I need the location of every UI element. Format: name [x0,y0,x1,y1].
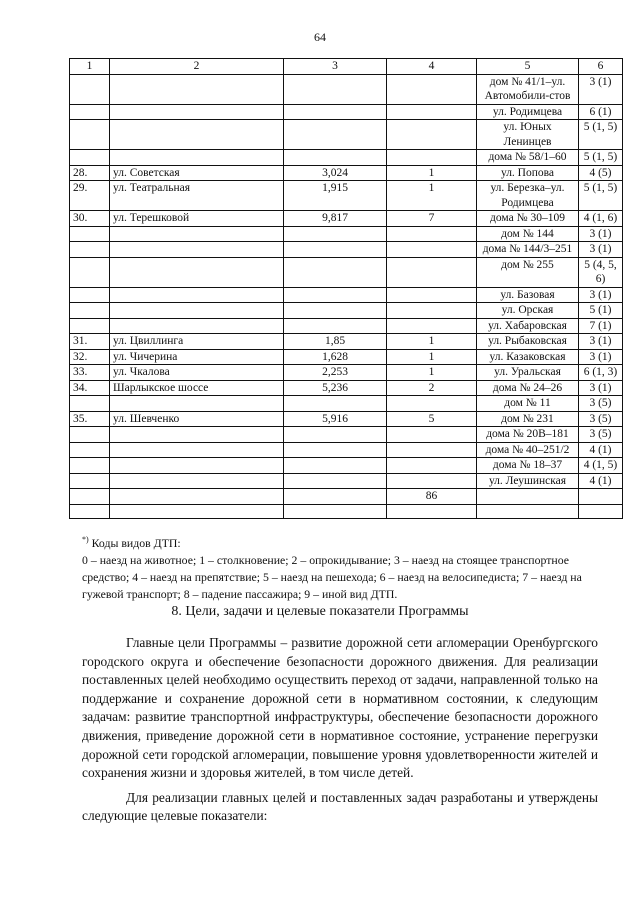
table-row [70,150,623,166]
table-cell-col-3 [284,120,387,150]
table-cell-col-2 [110,287,284,303]
table-cell-col-2: ул. Шевченко [110,411,284,427]
table-cell-col-1 [70,442,110,458]
table-cell-col-4 [387,74,477,104]
table-row [70,411,623,427]
table-row [70,226,623,242]
table-cell-col-3: 2,253 [284,365,387,381]
table-cell-col-2 [110,458,284,474]
table-cell-col-3 [284,104,387,120]
table-cell-col-3 [284,442,387,458]
table-cell-col-3 [284,427,387,443]
table-cell-col-3 [284,473,387,489]
table-cell-empty [284,504,387,518]
table-body [70,74,623,518]
table-cell-col-4: 1 [387,349,477,365]
table-cell-col-5: ул. Уральская [477,365,579,381]
paragraph: Главные цели Программы – развитие дорожной сети агломерации Оренбургского городского округа и обеспечение безопасности дорожного движения. Для реализации поставленных целей необходимо осуществить переход от задачи, направленной только на поддержание и сохранение дорожной сети в нормативном состоянии, к следующим задачам: развитие транспортной инфраструктуры, обеспечение безопасности дорожного движения, приведение дорожной сети в нормативное состояние, устранение перегрузки дорожной сети городской агломерации, повышение уровня удовлетворенности жителей и сохранения жизни и здоровья жителей, в том числе детей. [82,635,598,781]
paragraph: Для реализации главных целей и поставленных задач разработаны и утверждены следующие целевые показатели: [82,789,598,824]
footnote-heading [82,531,597,552]
table-cell-empty [579,504,623,518]
table-cell-col-6: 4 (1) [579,473,623,489]
section-title: 8. Цели, задачи и целевые показатели Программы [171,604,469,619]
table-cell-col-2 [110,257,284,287]
table-cell-col-2: ул. Терешковой [110,211,284,227]
table-row [70,287,623,303]
table-cell-col-3 [284,303,387,319]
table-cell-col-4 [387,150,477,166]
footnote-text: 0 – наезд на животное; 1 – столкновение; 2 – опрокидывание; 3 – наезд на стоящее транспортное средство; 4 – наезд на препятствие; 5 – наезд на пешехода; 6 – наезд на велосипедиста; 7 – наезд на гужевой транспорт; 8 – падение пассажира; 9 – иной вид ДТП. [82,552,582,601]
table-cell-col-6: 4 (1, 5) [579,458,623,474]
table-cell-col-5: дом № 144 [477,226,579,242]
table-cell-col-2 [110,489,284,505]
table-cell-col-4 [387,396,477,412]
table-cell-col-6: 3 (1) [579,349,623,365]
table-cell-col-3 [284,150,387,166]
table-cell-col-6: 5 (1, 5) [579,150,623,166]
table-cell-col-2: ул. Советская [110,165,284,181]
table-cell-col-5: дом № 11 [477,396,579,412]
table-cell-col-4 [387,427,477,443]
table-cell-col-3 [284,396,387,412]
table-row [70,334,623,350]
table-row [70,242,623,258]
table-cell-col-5: ул. Попова [477,165,579,181]
table-cell-col-3: 9,817 [284,211,387,227]
table-cell-col-6: 6 (1) [579,104,623,120]
table-cell-col-1: 31. [70,334,110,350]
table-cell-col-3: 1,915 [284,181,387,211]
table-cell-col-4 [387,473,477,489]
table-cell-col-6: 7 (1) [579,318,623,334]
table-cell-col-6: 3 (5) [579,396,623,412]
table-cell-col-1 [70,226,110,242]
table-cell-col-6: 5 (1) [579,303,623,319]
table-cell-col-4: 1 [387,365,477,381]
table-cell-col-6: 3 (1) [579,287,623,303]
table-cell-col-1 [70,120,110,150]
header-col-3: 3 [284,59,387,75]
table-cell-col-5: ул. Хабаровская [477,318,579,334]
page-number: 64 [314,30,326,44]
table-cell-col-6 [579,489,623,505]
table-cell-col-1: 32. [70,349,110,365]
table-cell-col-6: 5 (4, 5, 6) [579,257,623,287]
table-row [70,318,623,334]
table-cell-col-6: 4 (5) [579,165,623,181]
table-cell-col-3 [284,226,387,242]
table-cell-col-1 [70,489,110,505]
table-cell-col-2 [110,303,284,319]
table-cell-col-5: ул. Юных Ленинцев [477,120,579,150]
table-cell-empty [70,504,110,518]
table-row [70,257,623,287]
table-cell-col-5: ул. Казаковская [477,349,579,365]
table-row [70,211,623,227]
table-cell-col-5: дома № 144/3–251 [477,242,579,258]
table-cell-col-3 [284,458,387,474]
table-cell-col-2 [110,396,284,412]
table-cell-col-6: 3 (5) [579,427,623,443]
footnote [82,531,597,603]
table-cell-col-4: 2 [387,380,477,396]
table-row [70,165,623,181]
table-cell-col-1: 35. [70,411,110,427]
table-cell-col-4 [387,442,477,458]
table-row [70,458,623,474]
table-cell-col-4 [387,226,477,242]
table-row [70,442,623,458]
table-row [70,303,623,319]
table-cell-col-1 [70,74,110,104]
table-cell-col-4: 86 [387,489,477,505]
table-cell-col-5: дома № 40–251/2 [477,442,579,458]
table-cell-col-2: ул. Чкалова [110,365,284,381]
table-cell-col-5: дома № 24–26 [477,380,579,396]
table-cell-col-1: 30. [70,211,110,227]
table-cell-col-2 [110,318,284,334]
table-cell-col-4: 1 [387,165,477,181]
footnote-mark: *) [82,535,89,544]
table-cell-col-6: 3 (1) [579,74,623,104]
table-row [70,181,623,211]
table-cell-col-1 [70,150,110,166]
table-cell-col-2: ул. Театральная [110,181,284,211]
table-cell-col-3 [284,74,387,104]
table-cell-col-3: 5,236 [284,380,387,396]
table-cell-col-4 [387,318,477,334]
table-cell-col-5: дом № 255 [477,257,579,287]
table-cell-col-6: 3 (1) [579,242,623,258]
table-cell-col-2 [110,120,284,150]
table-cell-col-5 [477,489,579,505]
table-row [70,473,623,489]
table-cell-col-1 [70,303,110,319]
table-cell-col-1 [70,427,110,443]
table-cell-col-1 [70,257,110,287]
table-row [70,489,623,505]
table-cell-col-5: дома № 58/1–60 [477,150,579,166]
header-col-4: 4 [387,59,477,75]
table-cell-col-6: 4 (1) [579,442,623,458]
table-cell-col-1 [70,473,110,489]
table-row [70,396,623,412]
table-cell-col-4 [387,120,477,150]
table-row [70,380,623,396]
table-cell-col-5: ул. Леушинская [477,473,579,489]
table-cell-col-4: 7 [387,211,477,227]
table-cell-col-4 [387,458,477,474]
table-cell-col-5: ул. Родимцева [477,104,579,120]
table-cell-col-1: 28. [70,165,110,181]
table-cell-col-1: 33. [70,365,110,381]
table-cell-col-5: дома № 30–109 [477,211,579,227]
table-cell-empty [110,504,284,518]
table-cell-col-2 [110,473,284,489]
table-row [70,120,623,150]
header-col-6: 6 [579,59,623,75]
table-cell-col-2: ул. Чичерина [110,349,284,365]
table-cell-col-6: 5 (1, 5) [579,120,623,150]
table-cell-col-4 [387,287,477,303]
table-cell-col-1 [70,287,110,303]
table-cell-col-3: 3,024 [284,165,387,181]
table-cell-col-4 [387,104,477,120]
table-cell-col-1: 34. [70,380,110,396]
table-cell-col-1 [70,242,110,258]
body-text [82,634,598,832]
table-cell-col-2 [110,242,284,258]
table-cell-col-3: 1,628 [284,349,387,365]
table-cell-col-5: ул. Орская [477,303,579,319]
table-cell-col-5: дом № 231 [477,411,579,427]
table-cell-col-4 [387,257,477,287]
footnote-title: Коды видов ДТП: [91,535,181,550]
table-cell-col-5: дом № 41/1–ул. Автомобили-стов [477,74,579,104]
accident-table [69,58,623,519]
table-cell-col-5: ул. Березка–ул. Родимцева [477,181,579,211]
table-cell-col-3 [284,242,387,258]
table-cell-col-1 [70,318,110,334]
table-cell-col-2 [110,226,284,242]
table-cell-empty [477,504,579,518]
table-cell-col-3: 1,85 [284,334,387,350]
table-cell-col-4: 5 [387,411,477,427]
table-cell-col-5: ул. Базовая [477,287,579,303]
table-cell-col-3 [284,489,387,505]
table-row [70,365,623,381]
table-cell-col-6: 5 (1, 5) [579,181,623,211]
header-col-2: 2 [110,59,284,75]
table-cell-col-4: 1 [387,181,477,211]
table-cell-col-5: дома № 18–37 [477,458,579,474]
table-row [70,349,623,365]
table-cell-col-5: ул. Рыбаковская [477,334,579,350]
table-cell-col-4 [387,303,477,319]
table-cell-col-1 [70,104,110,120]
header-col-5: 5 [477,59,579,75]
table-cell-col-2: ул. Цвиллинга [110,334,284,350]
table-cell-col-6: 3 (1) [579,226,623,242]
table-cell-col-2 [110,442,284,458]
table-cell-col-4: 1 [387,334,477,350]
header-col-1: 1 [70,59,110,75]
table-cell-col-3: 5,916 [284,411,387,427]
table-header-row [70,59,623,75]
table-cell-col-3 [284,257,387,287]
table-cell-col-3 [284,318,387,334]
table-cell-col-6: 3 (1) [579,380,623,396]
table-cell-col-2: Шарлыкское шоссе [110,380,284,396]
table-cell-col-2 [110,74,284,104]
table-cell-col-1 [70,396,110,412]
table-cell-col-2 [110,427,284,443]
table-cell-col-6: 4 (1, 6) [579,211,623,227]
table-cell-empty [387,504,477,518]
table-cell-col-3 [284,287,387,303]
table-cell-col-2 [110,150,284,166]
table-cell-col-1 [70,458,110,474]
table-cell-col-2 [110,104,284,120]
table-row [70,427,623,443]
table-row [70,104,623,120]
table-cell-col-1: 29. [70,181,110,211]
table-cell-col-4 [387,242,477,258]
table-cell-col-6: 6 (1, 3) [579,365,623,381]
table-row-empty [70,504,623,518]
table-cell-col-5: дома № 20В–181 [477,427,579,443]
table-cell-col-6: 3 (1) [579,334,623,350]
table-cell-col-6: 3 (5) [579,411,623,427]
table-row [70,74,623,104]
